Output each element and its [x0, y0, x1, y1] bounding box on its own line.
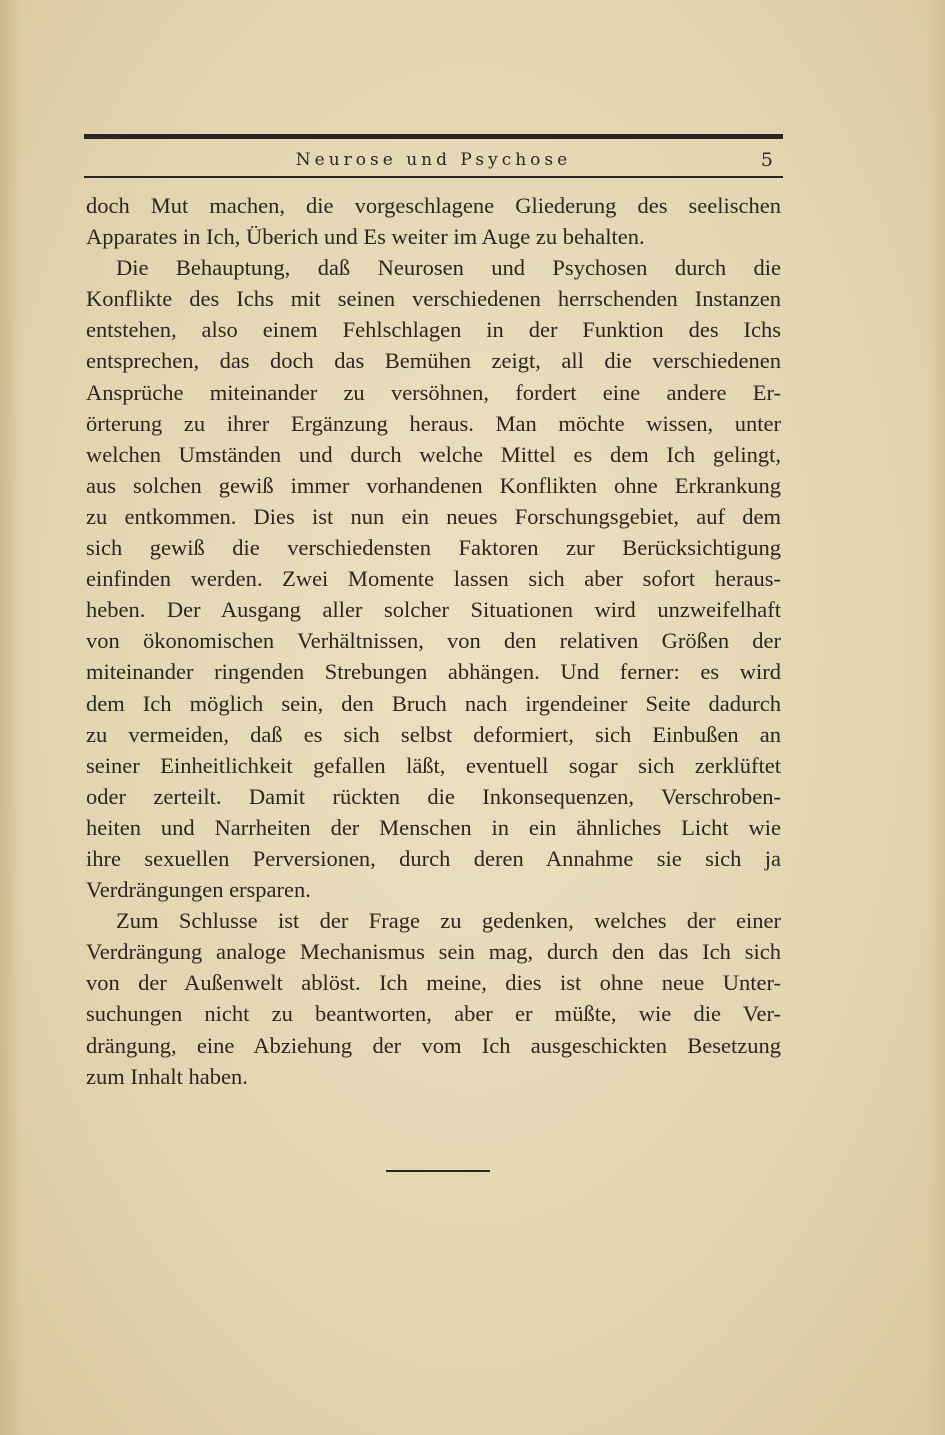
- text-line: miteinander ringenden Strebungen abhängen. Und ferner: es wird: [86, 659, 781, 685]
- text-line: heiten und Narrheiten der Menschen in ein ähnliches Licht wie: [86, 814, 781, 840]
- text-line: Apparates in Ich, Überich und Es weiter im Auge zu behalten.: [86, 224, 645, 250]
- text-line: örterung zu ihrer Ergänzung heraus. Man möchte wissen, unter: [86, 410, 781, 436]
- text-line: oder zerteilt. Damit rückten die Inkonsequenzen, Verschroben-: [86, 783, 781, 809]
- text-line: suchungen nicht zu beantworten, aber er müßte, wie die Ver-: [86, 1001, 781, 1027]
- text-line: Zum Schlusse ist der Frage zu gedenken, welches der einer: [116, 908, 781, 934]
- text-line: ihre sexuellen Perversionen, durch deren Annahme sie sich ja: [86, 845, 781, 871]
- page-edge-shadow: [0, 0, 22, 1435]
- text-line: entstehen, also einem Fehlschlagen in der Funktion des Ichs: [86, 317, 781, 343]
- header-rule: [84, 176, 783, 178]
- text-line: Verdrängungen ersparen.: [86, 877, 311, 903]
- page-number: 5: [760, 149, 773, 171]
- text-line: doch Mut machen, die vorgeschlagene Gliederung des seelischen: [86, 193, 781, 218]
- text-line: von ökonomischen Verhältnissen, von den relativen Größen der: [86, 628, 781, 654]
- text-line: sich gewiß die verschiedensten Faktoren zur Berücksichtigung: [86, 535, 781, 561]
- text-line: zum Inhalt haben.: [86, 1063, 248, 1089]
- header-row: [84, 148, 783, 172]
- text-line: Ansprüche miteinander zu versöhnen, fordert eine andere Er-: [86, 379, 781, 405]
- page-header: [84, 134, 783, 178]
- text-line: welchen Umständen und durch welche Mittel es dem Ich gelingt,: [86, 441, 781, 467]
- paragraph: [86, 905, 781, 1092]
- text-line: drängung, eine Abziehung der vom Ich ausgeschickten Besetzung: [86, 1032, 781, 1058]
- paragraph: [86, 252, 781, 905]
- text-line: entsprechen, das doch das Bemühen zeigt, all die verschiedenen: [86, 348, 781, 374]
- text-line: zu vermeiden, daß es sich selbst deformiert, sich Einbußen an: [86, 721, 781, 747]
- page-edge-shadow: [927, 0, 945, 1435]
- text-line: aus solchen gewiß immer vorhandenen Konflikten ohne Erkrankung: [86, 472, 781, 498]
- body-text: [86, 190, 781, 1092]
- text-line: zu entkommen. Dies ist nun ein neues Forschungsgebiet, auf dem: [86, 503, 781, 529]
- text-line: Verdrängung analoge Mechanismus sein mag, durch den das Ich sich: [86, 939, 781, 965]
- text-line: Die Behauptung, daß Neurosen und Psychosen durch die: [116, 255, 781, 281]
- end-rule: [386, 1170, 490, 1172]
- running-title: Neurose und Psychose: [295, 150, 572, 170]
- text-line: dem Ich möglich sein, den Bruch nach irgendeiner Seite dadurch: [86, 690, 781, 716]
- header-rule: [84, 134, 783, 139]
- paragraph: [86, 190, 781, 252]
- text-line: von der Außenwelt ablöst. Ich meine, dies ist ohne neue Unter-: [86, 970, 781, 996]
- text-line: seiner Einheitlichkeit gefallen läßt, eventuell sogar sich zerklüftet: [86, 752, 781, 778]
- text-line: Konflikte des Ichs mit seinen verschiedenen herrschenden Instanzen: [86, 286, 781, 312]
- text-line: einfinden werden. Zwei Momente lassen sich aber sofort heraus-: [86, 566, 781, 592]
- text-line: heben. Der Ausgang aller solcher Situationen wird unzweifelhaft: [86, 597, 781, 623]
